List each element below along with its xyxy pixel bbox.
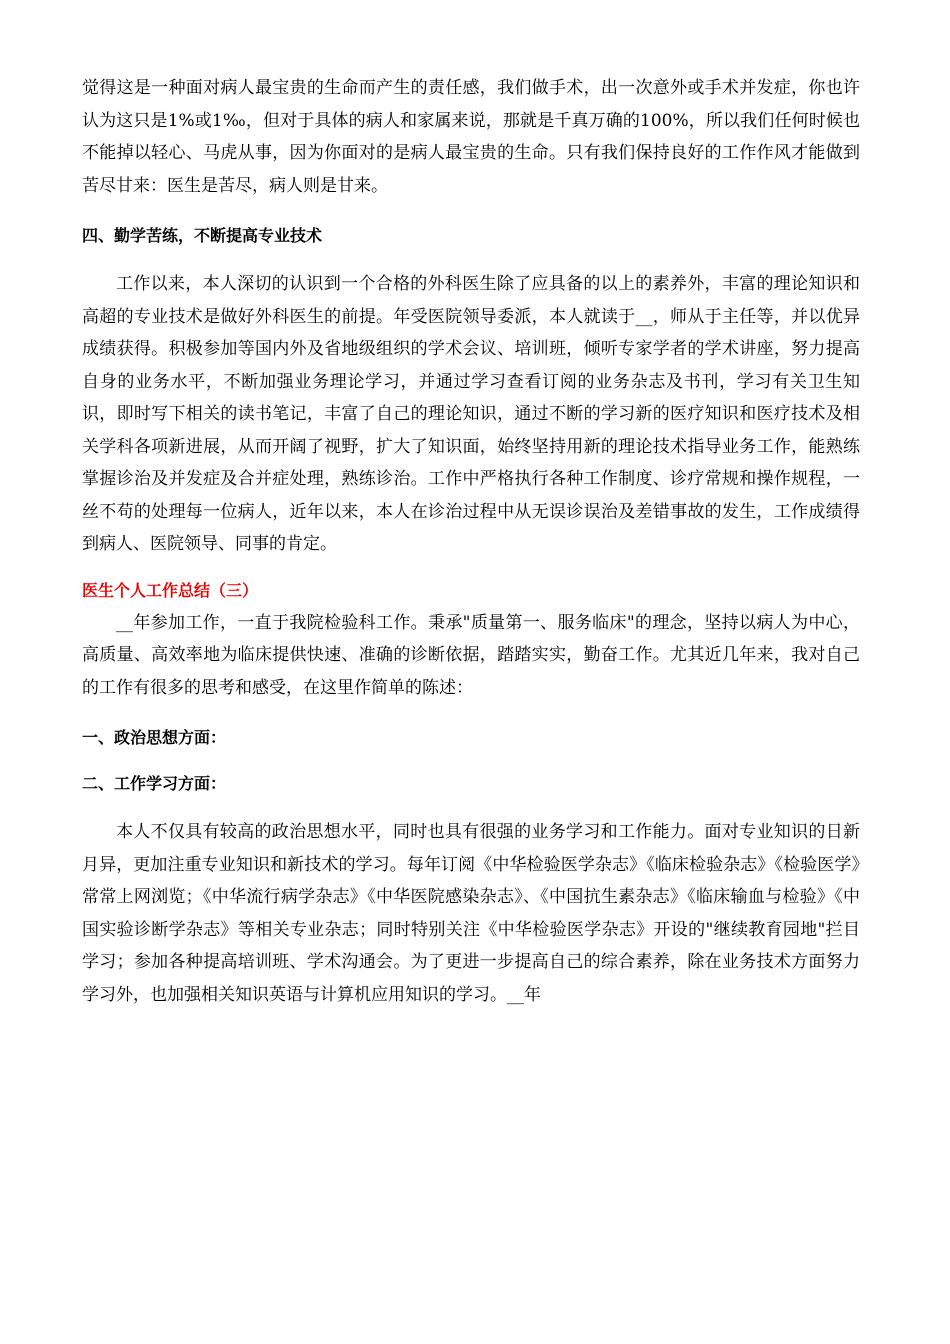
document-page bbox=[82, 72, 860, 1011]
section-title-summary-three: 医生个人工作总结（三） bbox=[82, 580, 259, 600]
paragraph-professional-study: 工作以来，本人深切的认识到一个合格的外科医生除了应具备的以上的素养外，丰富的理论知识和高超的专业技术是做好外科医生的前提。年受医院领导委派，本人就读于__，师从于主任等，并以优异成绩获得。积极参加等国内外及省地级组织的学术会议、培训班，倾听专家学者的学术讲座，努力提高自身的业务水平，不断加强业务理论学习，并通过学习查看订阅的业务杂志及书刊，学习有关卫生知识，即时写下相关的读书笔记，丰富了自己的理论知识，通过不断的学习新的医疗知识和医疗技术及相关学科各项新进展，从而开阔了视野，扩大了知识面，始终坚持用新的理论技术指导业务工作，能熟练掌握诊治及并发症及合并症处理，熟练诊治。工作中严格执行各种工作制度、诊疗常规和操作规程，一丝不苟的处理每一位病人，近年以来，本人在诊治过程中从无误诊误治及差错事故的发生，工作成绩得到病人、医院领导、同事的肯定。 bbox=[82, 274, 860, 554]
paragraph-responsibility: 觉得这是一种面对病人最宝贵的生命而产生的责任感，我们做手术，出一次意外或手术并发症，你也许认为这只是1%或1‰，但对于具体的病人和家属来说，那就是千真万确的100%，所以我们任何时候也不能掉以轻心、马虎从事，因为你面对的是病人最宝贵的生命。只有我们保持良好的工作作风才能做到苦尽甘来：医生是苦尽，病人则是甘来。 bbox=[82, 78, 860, 196]
heading-study-hard: 四、勤学苦练，不断提高专业技术 bbox=[82, 226, 323, 245]
heading-work-study: 二、工作学习方面： bbox=[82, 774, 227, 793]
paragraph-work-study: 本人不仅具有较高的政治思想水平，同时也具有很强的业务学习和工作能力。面对专业知识的日新月异，更加注重专业知识和新技术的学习。每年订阅《中华检验医学杂志》《临床检验杂志》《检验医学》常常上网浏览；《中华流行病学杂志》《中华医院感染杂志》、《中国抗生素杂志》《临床输血与检验》《中国实验诊断学杂志》等相关专业杂志；同时特别关注《中华检验医学杂志》开设的"继续教育园地"拦目学习；参加各种提高培训班、学术沟通会。为了更进一步提高自己的综合素养，除在业务技术方面努力学习外，也加强相关知识英语与计算机应用知识的学习。__年 bbox=[82, 822, 860, 1005]
paragraph-lab-intro: __年参加工作，一直于我院检验科工作。秉承"质量第一、服务临床"的理念，坚持以病人为中心，高质量、高效率地为临床提供快速、准确的诊断依据，踏踏实实，勤奋工作。尤其近几年来，我对自己的工作有很多的思考和感受，在这里作简单的陈述： bbox=[82, 612, 860, 698]
heading-political-thought: 一、政治思想方面： bbox=[82, 728, 227, 747]
